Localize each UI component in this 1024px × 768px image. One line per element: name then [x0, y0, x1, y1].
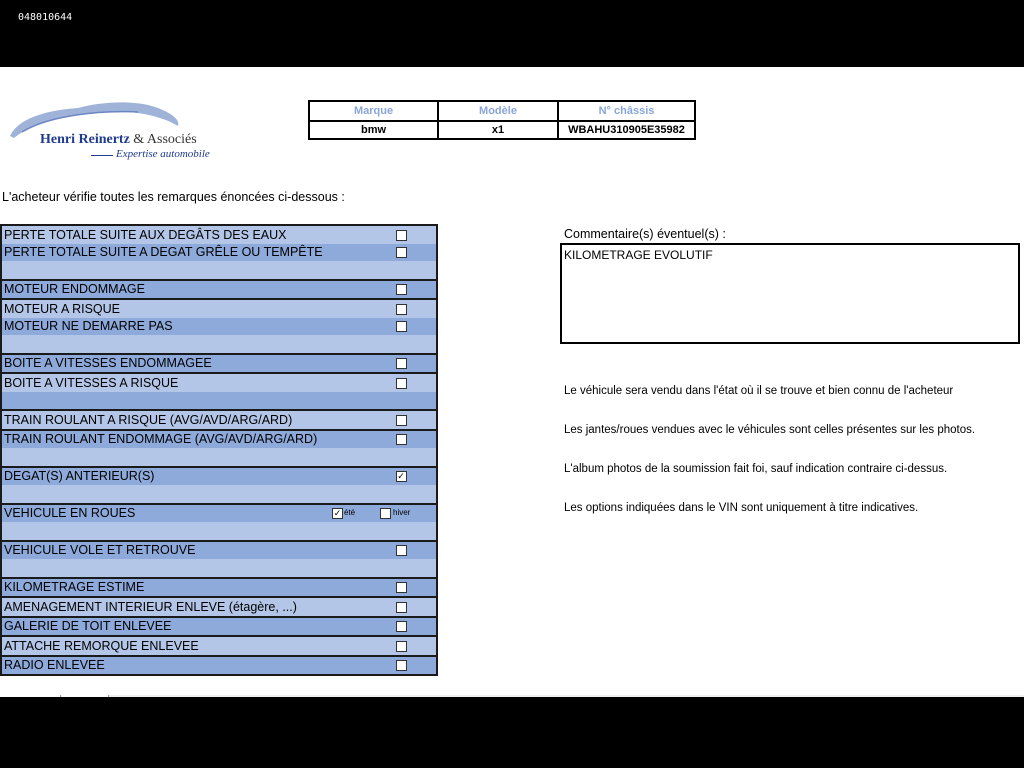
logo-underline	[91, 155, 113, 156]
checklist-row	[1, 373, 437, 392]
logo-name-text: Henri Reinertz	[40, 132, 130, 147]
checklist-checkbox[interactable]	[396, 602, 407, 613]
checklist-label: KILOMETRAGE ESTIME	[1, 578, 364, 598]
checklist-row	[1, 354, 437, 374]
company-logo	[8, 96, 228, 161]
checkbox-cell	[364, 373, 437, 392]
checklist-label: AMENAGEMENT INTERIEUR ENLEVE (étagère, ...)	[1, 597, 364, 617]
intro-text: L'acheteur vérifie toutes les remarques énoncées ci-dessous :	[2, 190, 345, 204]
checkbox-cell	[364, 410, 437, 430]
checklist-checkbox[interactable]	[396, 641, 407, 652]
checkbox-cell	[364, 522, 437, 541]
checkbox-cell	[364, 448, 437, 467]
logo-subtitle: Expertise automobile	[116, 148, 210, 160]
checklist-checkbox[interactable]	[396, 378, 407, 389]
header-chassis: N° châssis	[558, 101, 695, 121]
checklist-row	[1, 318, 437, 336]
checklist-label	[1, 261, 364, 280]
checklist-spacer-row	[1, 261, 437, 280]
comment-value: KILOMETRAGE EVOLUTIF	[564, 248, 713, 262]
checklist-checkbox[interactable]	[396, 358, 407, 369]
checklist-label: DEGAT(S) ANTERIEUR(S)	[1, 467, 364, 486]
checkbox-cell	[364, 636, 437, 656]
checkbox-cell	[364, 485, 437, 504]
checkbox-cell	[364, 467, 437, 486]
checklist-checkbox[interactable]	[396, 321, 407, 332]
checklist-label: TRAIN ROULANT ENDOMMAGE (AVG/AVD/ARG/ARD)	[1, 430, 364, 449]
checkbox-cell	[364, 430, 437, 449]
logo-company-name	[40, 132, 197, 148]
checklist-checkbox[interactable]	[396, 415, 407, 426]
checklist-label: ATTACHE REMORQUE ENLEVEE	[1, 636, 364, 656]
checkbox-cell	[364, 244, 437, 262]
checklist-label: BOITE A VITESSES ENDOMMAGEE	[1, 354, 364, 374]
checklist-label: TRAIN ROULANT A RISQUE (AVG/AVD/ARG/ARD)	[1, 410, 364, 430]
checklist-spacer-row	[1, 392, 437, 411]
value-marque: bmw	[309, 121, 438, 139]
checklist-row	[1, 617, 437, 637]
checkbox-cell	[364, 559, 437, 578]
checklist-checkbox[interactable]	[396, 621, 407, 632]
checklist-label: VEHICULE VOLE ET RETROUVE	[1, 541, 364, 560]
checklist-label	[1, 448, 364, 467]
checklist-checkbox[interactable]	[396, 660, 407, 671]
top-bar	[0, 0, 1024, 67]
document-code: 048010644	[18, 12, 73, 23]
checkbox-cell	[364, 318, 437, 336]
checkbox-cell	[364, 597, 437, 617]
note-4: Les options indiquées dans le VIN sont uniquement à titre indicatives.	[564, 502, 919, 514]
checklist-row	[1, 636, 437, 656]
checkbox-cell	[364, 541, 437, 560]
checklist-label: VEHICULE EN ROUES	[1, 504, 364, 523]
hiver-checkbox[interactable]	[380, 508, 391, 519]
vehicle-info-table	[308, 100, 696, 140]
note-3: L'album photos de la soumission fait foi, sauf indication contraire ci-dessus.	[564, 463, 948, 475]
checklist-spacer-row	[1, 335, 437, 354]
header-modele: Modèle	[438, 101, 558, 121]
checklist-label: GALERIE DE TOIT ENLEVEE	[1, 617, 364, 637]
checklist-checkbox[interactable]	[396, 545, 407, 556]
checklist-label: MOTEUR NE DEMARRE PAS	[1, 318, 364, 336]
checkbox-cell	[364, 225, 437, 244]
checklist-row	[1, 430, 437, 449]
checkbox-cell	[364, 280, 437, 300]
checklist-checkbox[interactable]	[396, 582, 407, 593]
checklist-label: RADIO ENLEVEE	[1, 656, 364, 676]
value-chassis: WBAHU310905E35982	[558, 121, 695, 139]
checklist-row	[1, 410, 437, 430]
checklist-label	[1, 335, 364, 354]
checklist-row	[1, 467, 437, 486]
checklist-row	[1, 244, 437, 262]
value-modele: x1	[438, 121, 558, 139]
note-1: Le véhicule sera vendu dans l'état où il se trouve et bien connu de l'acheteur	[564, 385, 954, 397]
checklist-label	[1, 485, 364, 504]
comment-label: Commentaire(s) éventuel(s) :	[564, 227, 726, 241]
checkbox-cell	[333, 504, 437, 523]
checklist-label: MOTEUR ENDOMMAGE	[1, 280, 364, 300]
comment-box[interactable]	[560, 243, 1020, 344]
checklist-label	[1, 392, 364, 411]
checkbox-cell	[364, 617, 437, 637]
checkbox-cell	[364, 335, 437, 354]
checkbox-cell	[364, 299, 437, 318]
checklist-row	[1, 299, 437, 318]
logo-amp-text: & Associés	[133, 132, 197, 147]
checklist-label	[1, 559, 364, 578]
checklist-label: PERTE TOTALE SUITE AUX DEGÂTS DES EAUX	[1, 225, 364, 244]
bottom-bar	[0, 697, 1024, 768]
ete-label: été	[344, 507, 356, 517]
checklist-spacer-row	[1, 448, 437, 467]
checklist-label	[1, 522, 364, 541]
checklist-row	[1, 656, 437, 676]
checkbox-cell	[364, 392, 437, 411]
checkbox-cell	[364, 261, 437, 280]
checklist-checkbox[interactable]	[396, 434, 407, 445]
checkbox-cell	[364, 354, 437, 374]
checklist-checkbox[interactable]	[396, 247, 407, 258]
remarks-checklist	[0, 224, 438, 676]
header-marque: Marque	[309, 101, 438, 121]
checklist-row	[1, 541, 437, 560]
checklist-label: BOITE A VITESSES A RISQUE	[1, 373, 364, 392]
checklist-checkbox[interactable]: ✓	[397, 471, 405, 482]
checklist-row	[1, 280, 437, 300]
ete-checkbox[interactable]: ✓	[333, 507, 342, 518]
checklist-row	[1, 504, 437, 523]
checklist-checkbox[interactable]	[396, 304, 407, 315]
checklist-checkbox[interactable]	[396, 284, 407, 295]
checklist-row	[1, 225, 437, 244]
checklist-row	[1, 597, 437, 617]
note-2: Les jantes/roues vendues avec le véhicules sont celles présentes sur les photos.	[564, 424, 976, 436]
checklist-spacer-row	[1, 485, 437, 504]
checkbox-cell	[364, 578, 437, 598]
hiver-label: hiver	[393, 507, 411, 517]
checklist-spacer-row	[1, 559, 437, 578]
checklist-row	[1, 578, 437, 598]
checkbox-cell	[364, 656, 437, 676]
checklist-label: PERTE TOTALE SUITE A DEGAT GRÊLE OU TEMPÊTE	[1, 244, 364, 262]
checklist-checkbox[interactable]	[396, 230, 407, 241]
checklist-spacer-row	[1, 522, 437, 541]
checklist-label: MOTEUR A RISQUE	[1, 299, 364, 318]
